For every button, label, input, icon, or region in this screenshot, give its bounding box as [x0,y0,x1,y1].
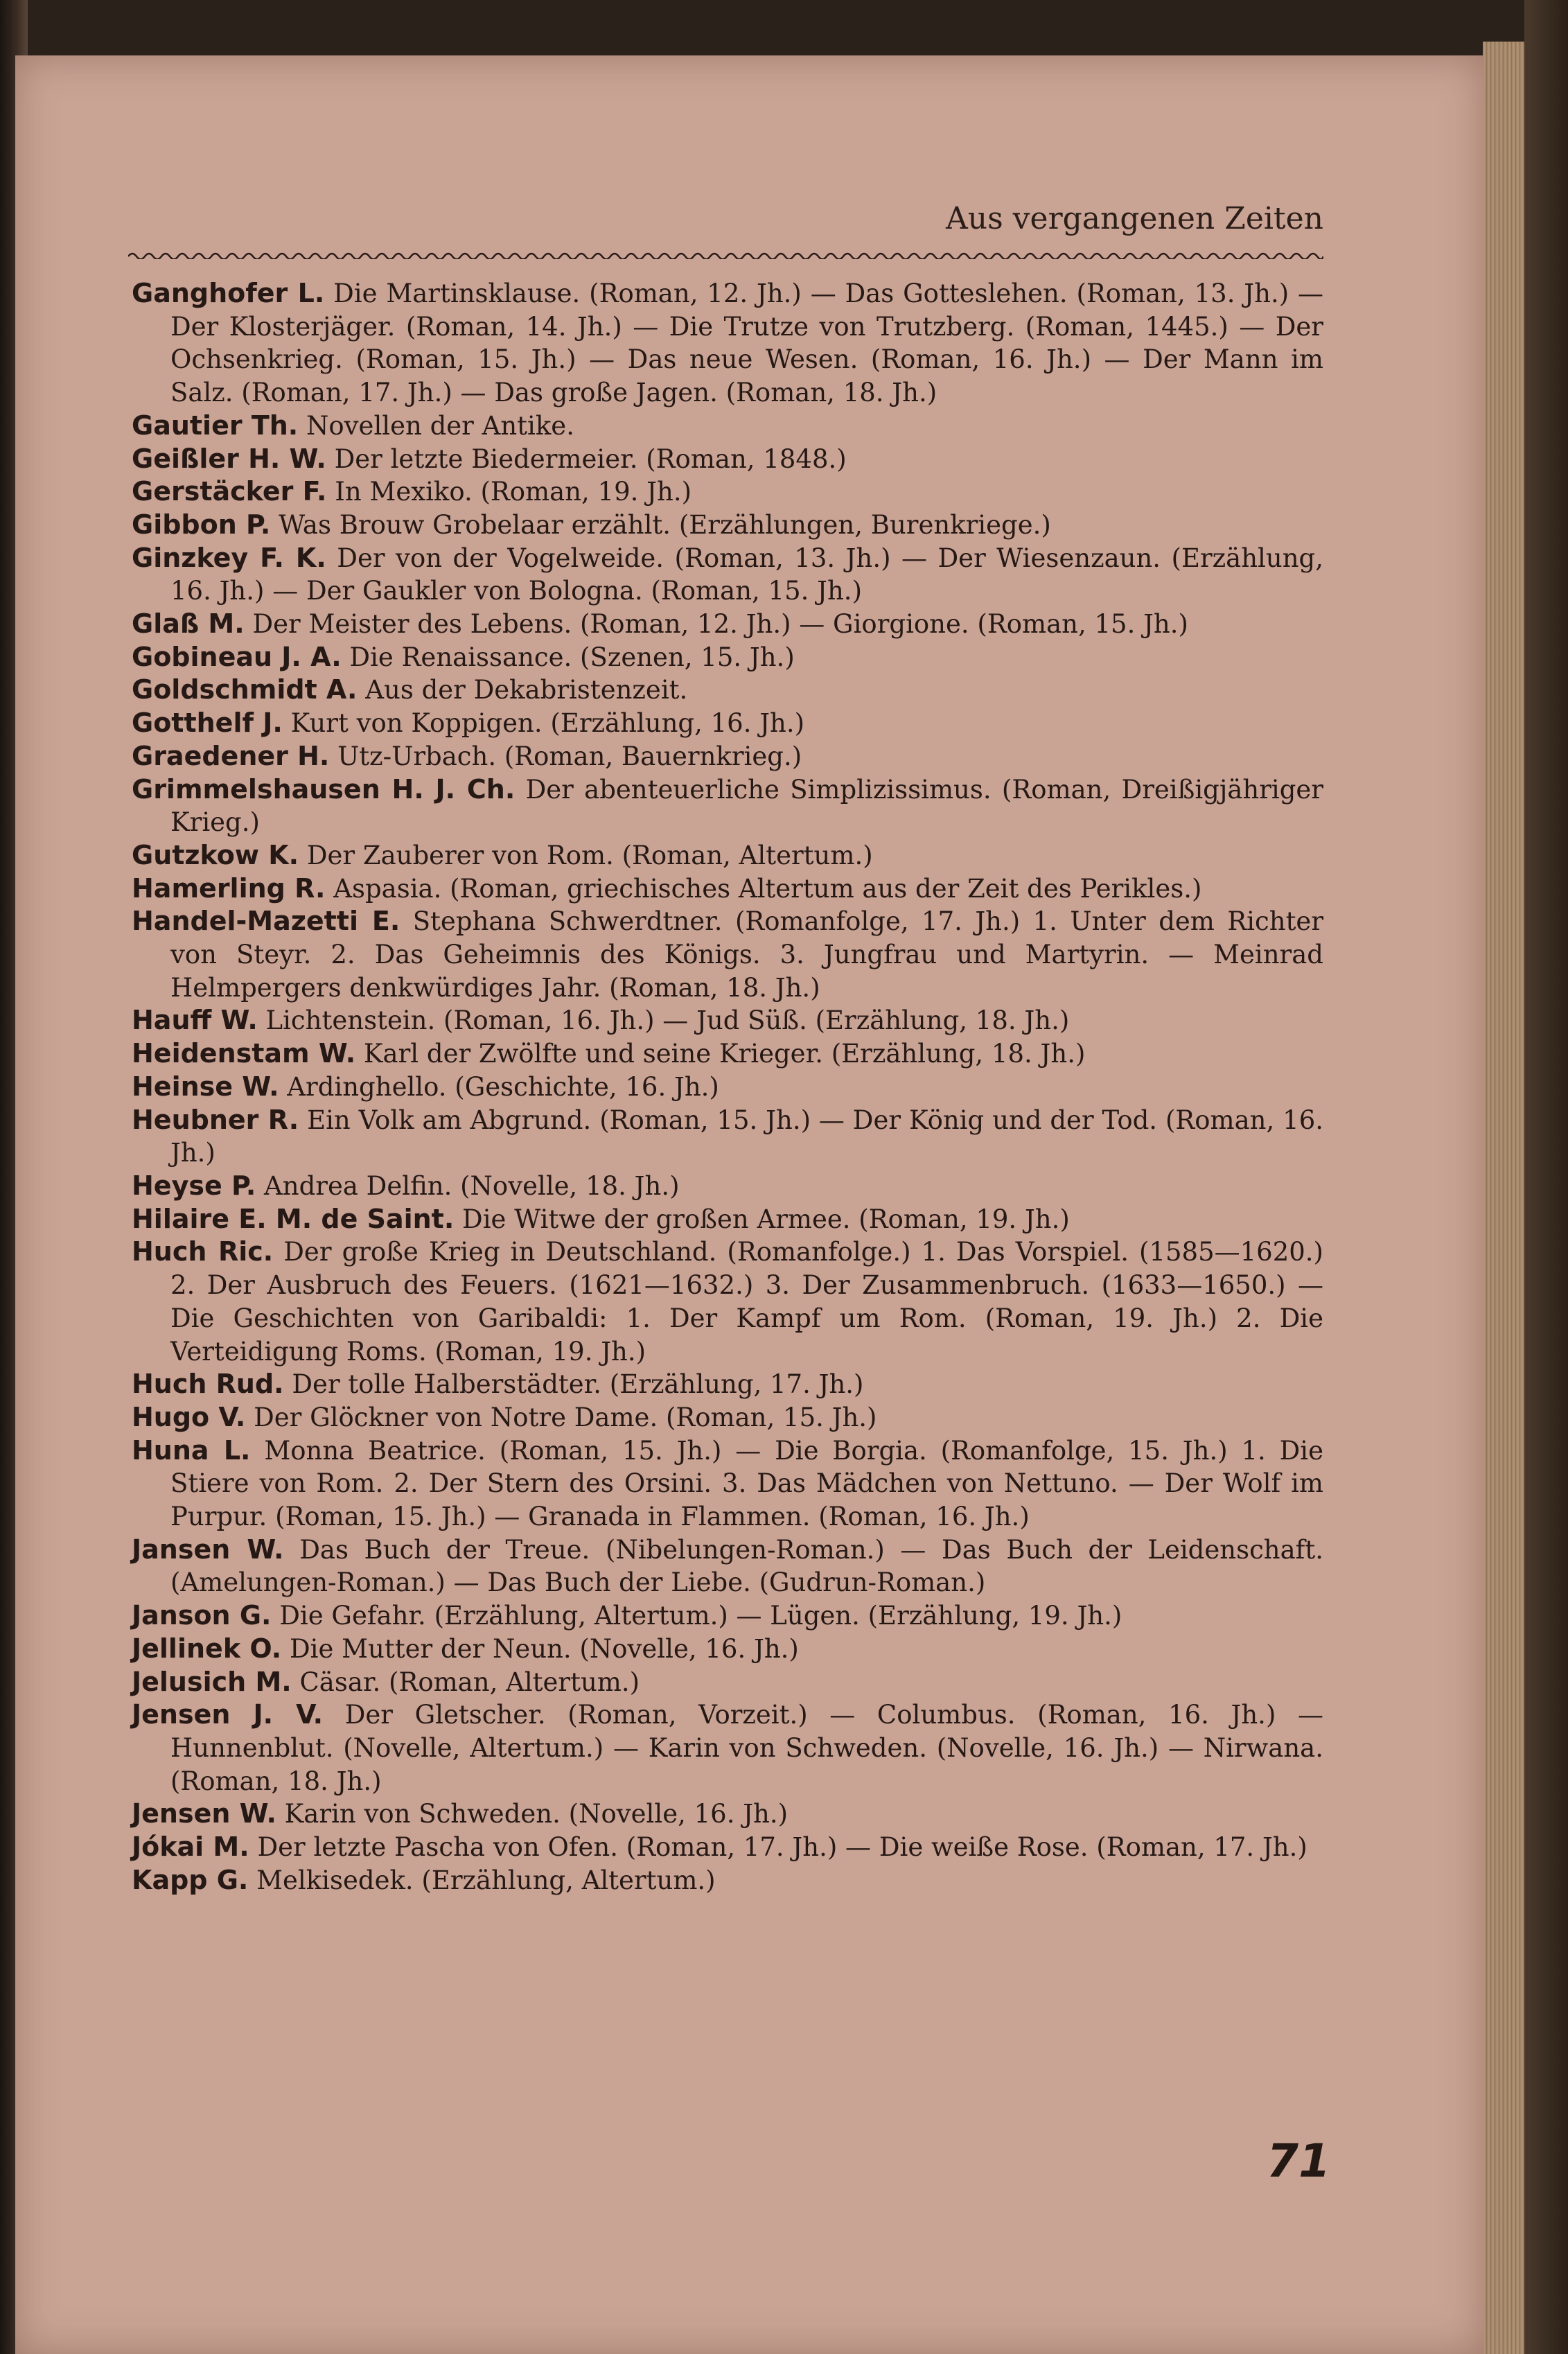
entry-text: Cäsar. (Roman, Altertum.) [299,1667,640,1697]
author-name: Hugo V. [132,1401,246,1432]
list-item [132,1534,1323,1599]
entry-text: Kurt von Koppigen. (Erzählung, 16. Jh.) [290,708,805,739]
entry-text: Das Buch der Treue. (Nibelungen-Roman.) — Das Buch der Leidenschaft. (Amelungen-Roman.) — Das Buch der Liebe. (Gudrun-Roman.) [170,1534,1324,1598]
entry-text: Der Meister des Lebens. (Roman, 12. Jh.) — Giorgione. (Roman, 15. Jh.) [252,609,1188,640]
list-item [132,1666,1323,1699]
entry-text: Aus der Dekabristenzeit. [365,675,688,705]
list-item [132,608,1323,641]
entry-text: Der Zauberer von Rom. (Roman, Altertum.) [306,840,873,870]
author-name: Huch Rud. [132,1369,284,1400]
list-item [132,1698,1323,1798]
list-item [132,475,1323,509]
entry-text: Der große Krieg in Deutschland. (Romanfolge.) 1. Das Vorspiel. (1585—1620.) 2. Der Ausbruch des Feuers. (1621—1632.) 3. Der Zusammenbruch. (1633—1650.) — Die Geschichten von Garibaldi: 1. Der Kampf um Rom. (Roman, 19. Jh.) 2. Die Verteidigung Roms. (Roman, 19. Jh.) [170,1237,1323,1367]
running-head: Aus vergangenen Zeiten [946,201,1323,236]
author-name: Heyse P. [132,1170,256,1201]
list-item [132,1368,1323,1401]
author-name: Goldschmidt A. [132,674,358,705]
list-item [132,1798,1323,1831]
entry-text: Die Mutter der Neun. (Novelle, 16. Jh.) [289,1633,799,1664]
list-item [132,1434,1323,1534]
entry-text: Die Martinsklause. (Roman, 12. Jh.) — Das Gotteslehen. (Roman, 13. Jh.) — Der Klosterjäger. (Roman, 14. Jh.) — Die Trutze von Trutzberg. (Roman, 1445.) — Der Ochsenkrieg. (Roman, 15. Jh.) — Das neue Wesen. (Roman, 16. Jh.) — Der Mann im Salz. (Roman, 17. Jh.) — Das große Jagen. (Roman, 18. Jh.) [170,279,1324,408]
entry-text: Der Glöckner von Notre Dame. (Roman, 15. Jh.) [254,1402,877,1432]
list-item [132,1071,1323,1104]
author-name: Kapp G. [132,1864,249,1895]
entry-text: Monna Beatrice. (Roman, 15. Jh.) — Die Borgia. (Romanfolge, 15. Jh.) 1. Die Stiere von Rom. 2. Der Stern des Orsini. 3. Das Mädchen von Nettuno. — Der Wolf im Purpur. (Roman, 15. Jh.) — Granada in Flammen. (Roman, 16. Jh.) [170,1435,1323,1532]
list-item [132,1203,1323,1236]
list-item [132,1170,1323,1203]
entry-text: Die Witwe der großen Armee. (Roman, 19. Jh.) [462,1204,1070,1234]
author-name: Gautier Th. [132,410,299,441]
author-name: Gotthelf J. [132,708,283,739]
entry-text: Die Gefahr. (Erzählung, Altertum.) — Lügen. (Erzählung, 19. Jh.) [279,1601,1122,1631]
list-item [132,872,1323,906]
entry-text: Der letzte Biedermeier. (Roman, 1848.) [334,443,847,474]
list-item [132,1104,1323,1170]
author-name: Jelusich M. [132,1666,292,1697]
author-name: Grimmelshausen H. J. Ch. [132,773,516,805]
author-name: Graedener H. [132,740,330,771]
entry-text: Andrea Delfin. (Novelle, 18. Jh.) [264,1170,680,1201]
bibliography-list [132,277,1323,1897]
entry-text: Der tolle Halberstädter. (Erzählung, 17. Jh.) [292,1369,864,1400]
entry-text: Aspasia. (Roman, griechisches Altertum aus der Zeit des Perikles.) [333,873,1202,904]
author-name: Ginzkey F. K. [132,542,326,573]
author-name: Gibbon P. [132,509,271,540]
author-name: Jensen J. V. [132,1699,324,1730]
list-item [132,773,1323,839]
author-name: Heubner R. [132,1104,299,1135]
list-item [132,1864,1323,1897]
list-item [132,641,1323,674]
entry-text: Ardinghello. (Geschichte, 16. Jh.) [287,1071,719,1102]
author-name: Gobineau J. A. [132,641,342,672]
author-name: Janson G. [132,1600,272,1631]
entry-text: Ein Volk am Abgrund. (Roman, 15. Jh.) — Der König und der Tod. (Roman, 16. Jh.) [170,1105,1324,1168]
list-item [132,674,1323,707]
author-name: Jellinek O. [132,1633,282,1664]
author-name: Glaß M. [132,608,245,640]
author-name: Huch Ric. [132,1236,274,1267]
entry-text: Der letzte Pascha von Ofen. (Roman, 17. Jh.) — Die weiße Rose. (Roman, 17. Jh.) [257,1832,1307,1863]
list-item [132,443,1323,476]
author-name: Ganghofer L. [132,278,325,308]
wavy-rule [128,249,1323,259]
entry-text: Karin von Schweden. (Novelle, 16. Jh.) [284,1799,789,1829]
author-name: Hamerling R. [132,872,326,904]
list-item [132,1633,1323,1666]
author-name: Jansen W. [132,1534,284,1565]
list-item [132,509,1323,542]
entry-text: Melkisedek. (Erzählung, Altertum.) [256,1865,716,1895]
list-item [132,277,1323,410]
list-item [132,839,1323,872]
entry-text: Der Gletscher. (Roman, Vorzeit.) — Columbus. (Roman, 16. Jh.) — Hunnenblut. (Novelle, Altertum.) — Karin von Schweden. (Novelle, 16. Jh.) — Nirwana. (Roman, 18. Jh.) [170,1700,1324,1796]
list-item [132,410,1323,443]
entry-text: Stephana Schwerdtner. (Romanfolge, 17. Jh.) 1. Unter dem Richter von Steyr. 2. Das Geheimnis des Königs. 3. Jungfrau und Martyrin. — Meinrad Helmpergers denkwürdiges Jahr. (Roman, 18. Jh.) [170,906,1324,1003]
entry-text: Die Renaissance. (Szenen, 15. Jh.) [349,642,795,672]
entry-text: Was Brouw Grobelaar erzählt. (Erzählungen, Burenkriege.) [279,509,1051,540]
entry-text: Novellen der Antike. [306,410,574,441]
entry-text: Der abenteuerliche Simplizissimus. (Roman, Dreißigjähriger Krieg.) [170,774,1323,838]
author-name: Heinse W. [132,1071,279,1102]
list-item [132,1236,1323,1368]
list-item [132,707,1323,740]
author-name: Hauff W. [132,1005,258,1036]
list-item [132,1037,1323,1071]
author-name: Geißler H. W. [132,443,326,474]
book-cover-edge [1524,0,1568,2354]
list-item [132,1004,1323,1037]
author-name: Handel-Mazetti E. [132,906,400,937]
list-item [132,542,1323,608]
author-name: Gutzkow K. [132,839,299,870]
entry-text: Lichtenstein. (Roman, 16. Jh.) — Jud Süß. (Erzählung, 18. Jh.) [265,1005,1070,1036]
list-item [132,1401,1323,1434]
list-item [132,1831,1323,1864]
author-name: Heidenstam W. [132,1038,356,1069]
author-name: Jókai M. [132,1832,249,1863]
author-name: Hilaire E. M. de Saint. [132,1203,455,1234]
list-item [132,905,1323,1004]
list-item [132,740,1323,773]
entry-text: Der von der Vogelweide. (Roman, 13. Jh.) — Der Wiesenzaun. (Erzählung, 16. Jh.) — Der Gaukler von Bologna. (Roman, 15. Jh.) [170,543,1323,606]
entry-text: Karl der Zwölfte und seine Krieger. (Erzählung, 18. Jh.) [363,1039,1086,1069]
list-item [132,1599,1323,1633]
page-number: 71 [1267,2134,1330,2188]
author-name: Gerstäcker F. [132,476,327,507]
author-name: Jensen W. [132,1798,276,1829]
entry-text: Utz-Urbach. (Roman, Bauernkrieg.) [337,741,802,771]
author-name: Huna L. [132,1434,251,1466]
entry-text: In Mexiko. (Roman, 19. Jh.) [335,477,692,507]
